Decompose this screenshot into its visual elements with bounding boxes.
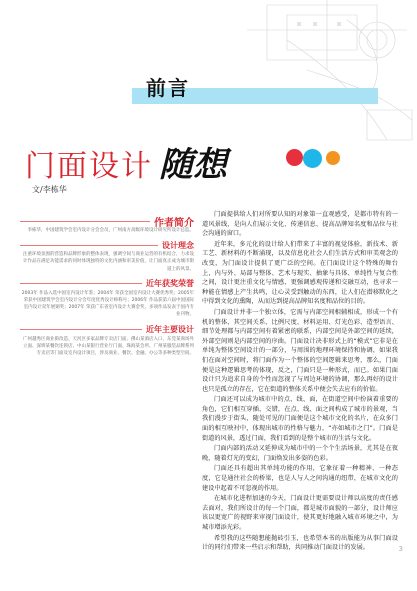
section-tag: 前言	[146, 76, 190, 100]
section-body: 广州越秀区商业街改造、天河区多家品牌专卖店门面、佛山某酒店入口、东莞某商场外立面、深圳某餐饮连锁店、中山某银行营业厅门面、珠海某会所、广州某服装品牌系列专卖店等门面及室内设计项目，涉及商业、餐饮、金融、办公等多种类型空间。	[23, 336, 194, 357]
section-body: 注重环境氛围的营造和品牌形象的整体表现，强调空间与商业运营的有机结合，力求设计作品在满足功能需求的同时体现独特的文化内涵和审美价值，让门面真正成为城市街道上的风景。	[23, 252, 194, 272]
paragraph: 门面设计并非一个独立体，它需与内部空间相辅相成，形成一个有机的整体，其空间关系、比例尺度、材料运用、灯光色彩、造型语言、细节处理都与内部空间有着紧密的联系，内部空间是外部空间的延续，外部空间则是内部空间的序曲。门面设计决非形式上的“模式”它非是在单纯为整体空间设计的一部分，与周围的地理环境保持和协调，如果我们在面对空间时，将门面作为一个整体的空间逻辑来思考，那么，门面便是这种逻辑思考的体现，反之，门面只是一种形式，而已。如果门面设计只为追求自身的个性而忽视了与周边环境的协调，那么再好的设计也只是孤立的存在，它在街道的整体关系中便会失去应有的价值。	[202, 308, 398, 393]
paragraph: 在城市化进程加速的今天，门面设计更需要设计师以高度的责任感去面对，我们所设计的每一个门面，都是城市面貌的一部分，设计师应该以更宽广的视野来审视门面设计，使其更好地融入城市环境之中，为城市增添光彩。	[202, 495, 398, 531]
section-heading: 作者简介	[20, 215, 194, 227]
decorative-artwork	[227, 0, 417, 150]
title-regular: 门面设计	[25, 149, 153, 184]
title-brush: 随想	[159, 145, 227, 185]
paragraph: 希望我的这些随想能抛砖引玉，也希望本书的出版能为从事门面设计的同行们带来一些启示和帮助，共同推动门面设计的发展。	[202, 534, 398, 552]
paragraph: 近年来，多元化的设计给人们带来了丰富的视觉体验，新技术、新工艺、新材料的不断涌现，以及信息化社会人们生活方式和审美观念的改变，为门面设计提供了更广泛的空间。在门面设计这个特殊的舞台上，内与外、局部与整体、艺术与现实、抽象与具体、单纯性与复合性之间，设计更注重文化与情感，更强调感观传递和交融互动，也寻求一种能在情感上产生共鸣，让心灵受到触动的东西，让人们在潜移默化之中得到文化的熏陶，从而达到提高品牌知名度和品位的目的。	[202, 240, 398, 306]
left-column	[20, 210, 194, 580]
section-heading: 近年获奖荣誉	[20, 278, 194, 290]
section-body: 李栋华，中国建筑学会室内设计分会会员，广州南方高级环境设计研究所设计总监。	[27, 228, 194, 233]
dot-blue-icon	[303, 149, 322, 168]
page-number: 3	[398, 545, 403, 553]
author-byline: 文/李栋华	[32, 185, 67, 194]
dot-red-icon	[286, 149, 303, 166]
body-text	[202, 210, 398, 580]
section-heading: 设计理念	[20, 239, 194, 251]
page-title	[25, 137, 227, 186]
section-body: 2003年 作品入选中国室内设计年鉴；2004年 荣获全国室内设计大赛优秀奖；2005年 荣获中国建筑学会室内设计分会年度优秀设计师称号；2006年 作品获第六届中国国际室内设计双年展铜奖；2007年 荣获广东省室内设计大赛金奖，多项作品发表于国内专业刊物。	[21, 290, 194, 318]
paragraph: 门面还可以成为城市中的点、线、面，在街道空间中扮演着重要的角色，它们相互穿插、交错，在点、线、面之间构成了城市的景观，当我们漫步于街头，随处可见的门面便是这个城市文化的名片，在众多门面的相互映衬中，体现出城市的性格与魅力，“亦如城市之门”。门面是街道的风景，透过门面，我们看到的是整个城市的生活与文化。	[202, 396, 398, 442]
paragraph: 门面提供给人们对所要认知的对象第一直观感受，是都市特有的一道风景线，是向人们展示文化、传递信息、提高品牌知名度和品位与社会沟通的窗口。	[202, 211, 398, 238]
section-heading: 近年主要设计	[20, 324, 194, 336]
paragraph: 门面内部的活动又延伸成为城市中的一个个生活场景，尤其是在夜晚，随着灯光的变幻，门面焕发出多姿的色彩。	[202, 445, 398, 462]
dot-orange-icon	[326, 151, 340, 165]
paragraph: 门面还具有超出其单纯功能的作用，它象征着一种精神、一种态度，它是通往社会的桥梁，也是人与人之间沟通的纽带，在城市文化的建设中起着不可忽视的作用。	[202, 465, 398, 492]
